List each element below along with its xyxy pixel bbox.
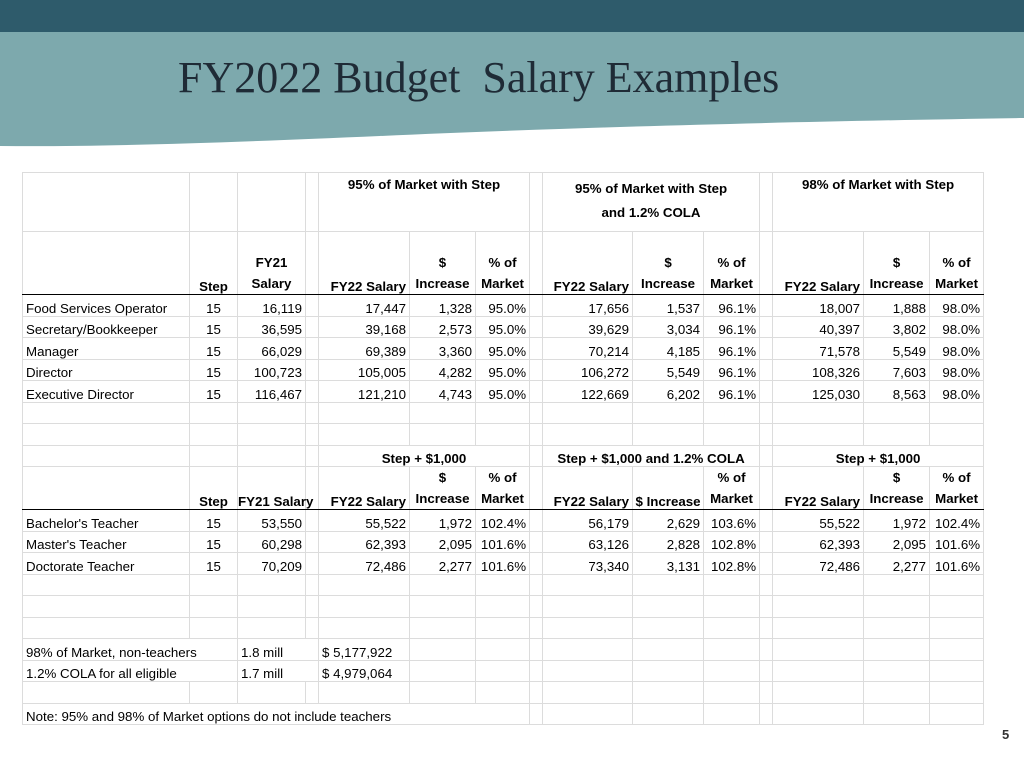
group-header-step-1000: Step + $1,000: [319, 445, 530, 467]
col-fy22-salary: FY22 Salary: [319, 232, 410, 295]
empty-row: [23, 574, 984, 596]
table-row: Food Services Operator 15 16,119 17,447 1,328 95.0% 17,656 1,537 96.1% 18,007 1,888 98.0%: [23, 295, 984, 317]
col-pct-market: % of Market: [930, 467, 984, 510]
section1-group-header-row: [23, 173, 984, 232]
total-amount: 1.7 mill: [238, 660, 319, 682]
totals-row: [23, 639, 984, 661]
empty-row: [23, 424, 984, 446]
note-row: [23, 703, 984, 725]
table-row: Director 15 100,723 105,005 4,282 95.0% 106,272 5,549 96.1% 108,326 7,603 98.0%: [23, 359, 984, 381]
table-row: Bachelor's Teacher 15 53,550 55,522 1,972 102.4% 56,179 2,629 103.6% 55,522 1,972 102.4%: [23, 510, 984, 532]
table-row: Manager 15 66,029 69,389 3,360 95.0% 70,214 4,185 96.1% 71,578 5,549 98.0%: [23, 338, 984, 360]
total-value: $ 5,177,922: [319, 639, 410, 661]
salary-table: [22, 172, 984, 725]
col-pct-market: % of Market: [476, 467, 530, 510]
section2-group-header-row: [23, 445, 984, 467]
group-header-step-1000-b: Step + $1,000: [773, 445, 984, 467]
section2-column-header-row: [23, 467, 984, 510]
col-fy22-salary: FY22 Salary: [773, 467, 864, 510]
col-dollar-increase: $ Increase: [633, 467, 704, 510]
section1-column-header-row: [23, 232, 984, 295]
group-header-95-step: 95% of Market with Step: [319, 173, 530, 232]
table-row: Executive Director 15 116,467 121,210 4,743 95.0% 122,669 6,202 96.1% 125,030 8,563 98.0%: [23, 381, 984, 403]
empty-row: [23, 402, 984, 424]
col-fy21-salary: FY21 Salary: [238, 232, 306, 295]
slide-title: FY2022 Budget Salary Examples: [178, 53, 780, 102]
col-increase: $ Increase: [633, 232, 704, 295]
col-increase: $ Increase: [864, 232, 930, 295]
total-label: 98% of Market, non-teachers: [23, 639, 238, 661]
group-header-line1: 95% of Market with Step: [574, 181, 728, 196]
col-step: Step: [190, 232, 238, 295]
table-row: Doctorate Teacher 15 70,209 72,486 2,277 101.6% 73,340 3,131 102.8% 72,486 2,277 101.6%: [23, 553, 984, 575]
total-label: 1.2% COLA for all eligible: [23, 660, 238, 682]
table-row: Secretary/Bookkeeper 15 36,595 39,168 2,573 95.0% 39,629 3,034 96.1% 40,397 3,802 98.0%: [23, 316, 984, 338]
table-row: Master's Teacher 15 60,298 62,393 2,095 101.6% 63,126 2,828 102.8% 62,393 2,095 101.6%: [23, 531, 984, 553]
totals-row: [23, 660, 984, 682]
col-increase: $ Increase: [410, 467, 476, 510]
col-increase: $ Increase: [864, 467, 930, 510]
col-fy22-salary: FY22 Salary: [319, 467, 410, 510]
col-increase: $ Increase: [410, 232, 476, 295]
col-pct-market: % of Market: [704, 467, 760, 510]
empty-row: [23, 617, 984, 639]
total-value: $ 4,979,064: [319, 660, 410, 682]
empty-row: [23, 596, 984, 618]
page-number: 5: [1002, 727, 1010, 742]
note-text: Note: 95% and 98% of Market options do not include teachers: [23, 703, 530, 725]
group-header-95-step-cola: [543, 173, 760, 232]
col-pct-market: % of Market: [704, 232, 760, 295]
total-amount: 1.8 mill: [238, 639, 319, 661]
col-pct-market: % of Market: [476, 232, 530, 295]
empty-row: [23, 682, 984, 704]
col-fy21-salary: FY21 Salary: [238, 467, 306, 510]
col-fy22-salary: FY22 Salary: [773, 232, 864, 295]
group-header-line2: and 1.2% COLA: [601, 205, 701, 220]
col-step: Step: [190, 467, 238, 510]
group-header-98-step: 98% of Market with Step: [773, 173, 984, 232]
col-fy22-salary: FY22 Salary: [543, 232, 633, 295]
col-fy22-salary: FY22 Salary: [543, 467, 633, 510]
col-pct-market: % of Market: [930, 232, 984, 295]
group-header-step-1000-cola: Step + $1,000 and 1.2% COLA: [543, 445, 760, 467]
